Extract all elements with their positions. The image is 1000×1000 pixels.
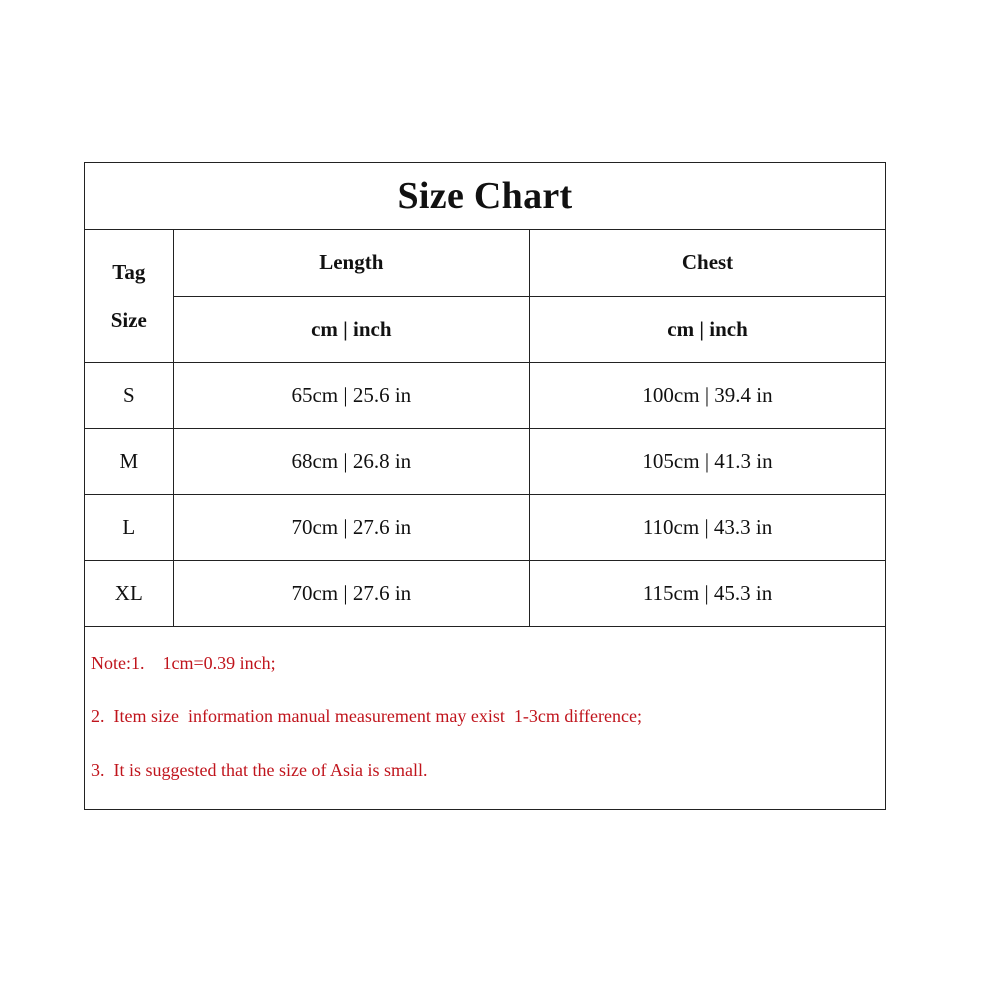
note-line-2: 2. Item size information manual measurement may exist 1-3cm difference; xyxy=(91,705,642,726)
size-cell: M xyxy=(85,428,173,494)
tag-size-header xyxy=(85,230,173,362)
length-cell: 70cm | 27.6 in xyxy=(173,494,529,560)
chest-cell: 105cm | 41.3 in xyxy=(530,428,885,494)
length-cell: 65cm | 25.6 in xyxy=(173,362,529,428)
size-cell: L xyxy=(85,494,173,560)
size-table xyxy=(85,230,885,627)
size-cell: XL xyxy=(85,560,173,626)
note-line-3: 3. It is suggested that the size of Asia is small. xyxy=(91,759,428,780)
length-cell: 68cm | 26.8 in xyxy=(173,428,529,494)
table-row xyxy=(85,362,885,428)
size-chart xyxy=(84,162,886,810)
tag-size-line2: Size xyxy=(110,307,147,332)
chest-units-header: cm | inch xyxy=(530,296,885,362)
chest-header: Chest xyxy=(530,230,885,296)
chart-title: Size Chart xyxy=(85,163,885,230)
chest-cell: 110cm | 43.3 in xyxy=(530,494,885,560)
table-row xyxy=(85,560,885,626)
chest-cell: 100cm | 39.4 in xyxy=(530,362,885,428)
length-header: Length xyxy=(173,230,529,296)
table-row xyxy=(85,428,885,494)
tag-size-line1: Tag xyxy=(112,259,146,284)
chest-cell: 115cm | 45.3 in xyxy=(530,560,885,626)
length-units-header: cm | inch xyxy=(173,296,529,362)
length-cell: 70cm | 27.6 in xyxy=(173,560,529,626)
size-cell: S xyxy=(85,362,173,428)
table-row xyxy=(85,494,885,560)
note-line-1: Note:1. 1cm=0.39 inch; xyxy=(91,652,276,673)
notes-section xyxy=(85,627,885,809)
